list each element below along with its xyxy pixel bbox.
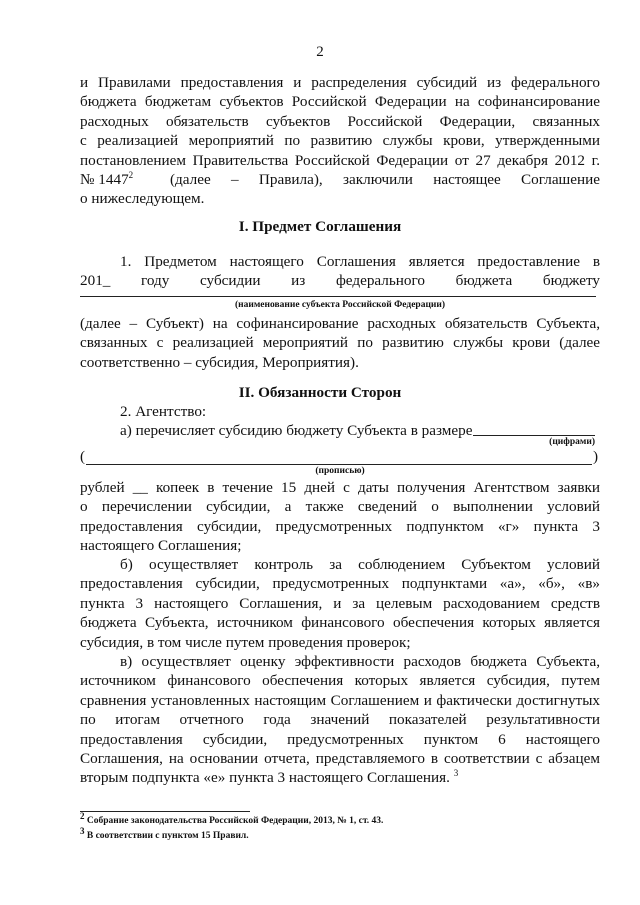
item-a-line: рублей __ копеек в течение 15 дней с даты получения Агентством заявки bbox=[80, 479, 600, 496]
item-v-line: Соглашения, на основании отчета, представляемого в соответствии с абзацем bbox=[80, 750, 600, 768]
intro-line: расходных обязательств субъектов Российской Федерации, связанных bbox=[80, 112, 600, 130]
footnote-ref-2: 2 bbox=[128, 169, 134, 180]
section-1-line: 1. Предметом настоящего Соглашения является предоставление в bbox=[120, 253, 600, 270]
section-1-line: связанных с реализацией мероприятий по развитию службы крови (далее bbox=[80, 334, 600, 352]
item-v-paragraph bbox=[80, 652, 600, 788]
item-v-line: по итогам отчетного года значений показателей результативности bbox=[80, 711, 600, 729]
page-number: 2 bbox=[316, 44, 324, 60]
section-1-heading: I. Предмет Соглашения bbox=[238, 218, 402, 235]
section-1-continuation bbox=[80, 314, 600, 372]
intro-line-6-rest: (далее – Правила), заключили настоящее Соглашение bbox=[170, 171, 600, 189]
subject-name-line bbox=[80, 296, 596, 297]
footnote-text: Собрание законодательства Российской Федерации, 2013, № 1, ст. 43. bbox=[86, 816, 384, 827]
item-v-line: сравнения установленных настоящим Соглашением и фактически достигнутых bbox=[80, 691, 600, 709]
intro-line: и Правилами предоставления и распределения субсидий из федерального bbox=[80, 74, 600, 91]
item-b-line: бюджета Субъекта, источником финансового обеспечения которых является bbox=[80, 614, 600, 632]
intro-line: с реализацией мероприятий по развитию службы крови, утвержденными bbox=[80, 132, 600, 150]
section-1-line: соответственно – субсидия, Мероприятия). bbox=[80, 353, 359, 371]
intro-line: бюджета бюджетам субъектов Российской Федерации на софинансирование bbox=[80, 93, 600, 111]
item-a-line: настоящего Соглашения; bbox=[80, 537, 242, 555]
footnote-ref-3: 3 bbox=[453, 768, 459, 779]
item-v-last-line: вторым подпункта «е» пункта 3 настоящего Соглашения. $^3$ bbox=[80, 768, 459, 787]
amount-words-caption: (прописью) bbox=[315, 466, 365, 476]
item-v-line: предоставления субсидии, предусмотренных пунктом 6 настоящего bbox=[80, 730, 600, 748]
section-2-heading: II. Обязанности Сторон bbox=[238, 384, 402, 401]
subject-name-caption: (наименование субъекта Российской Федерации) bbox=[234, 300, 446, 310]
amount-words-close-paren: ) bbox=[593, 448, 599, 465]
amount-words-line bbox=[86, 464, 592, 465]
footnote-mark: 2 bbox=[80, 811, 85, 821]
decree-number: № 1447$^2$ bbox=[80, 169, 134, 189]
section-1-paragraph bbox=[80, 252, 600, 291]
footnote-text: В соответствии с пунктом 15 Правил. bbox=[86, 831, 249, 842]
footnote-3 bbox=[80, 826, 249, 842]
item-a-paragraph bbox=[80, 478, 600, 556]
item-b-line: субсидия, в том числе путем проведения проверок; bbox=[80, 633, 411, 651]
footnote-mark: 3 bbox=[80, 826, 85, 836]
item-b-line: пункта 3 настоящего Соглашения, и за целевым расходованием средств bbox=[80, 594, 600, 612]
footnote-2 bbox=[80, 811, 384, 827]
section-1-line: (далее – Субъект) на софинансирование расходных обязательств Субъекта, bbox=[80, 315, 600, 332]
footnote-separator bbox=[80, 811, 250, 812]
intro-line: о нижеследующем. bbox=[80, 190, 205, 208]
item-a-line: о перечислении субсидии, а также сведений о выполнении условий bbox=[80, 498, 600, 516]
amount-words-open-paren: ( bbox=[80, 448, 86, 465]
item-b-line: б) осуществляет контроль за соблюдением Субъектом условий bbox=[120, 556, 600, 573]
intro-line: постановлением Правительства Российской Федерации от 27 декабря 2012 г. bbox=[80, 151, 600, 169]
item-b-line: предоставления субсидии, предусмотренных подпунктами «а», «б», «в» bbox=[80, 575, 600, 593]
section-1-line: 201_ году субсидии из федерального бюджета бюджету bbox=[80, 272, 600, 290]
item-a-line: предоставления субсидии, предусмотренных подпунктом «г» пункта 3 bbox=[80, 517, 600, 535]
intro-line-6 bbox=[80, 170, 600, 189]
amount-digits-line bbox=[473, 435, 595, 436]
amount-digits-caption: (цифрами) bbox=[549, 437, 595, 447]
item-b-paragraph bbox=[80, 555, 600, 652]
item-v-line: источником финансового обеспечения которых является субсидия, путем bbox=[80, 672, 600, 690]
agency-label: 2. Агентство: bbox=[120, 403, 207, 420]
item-v-line: в) осуществляет оценку эффективности расходов бюджета Субъекта, bbox=[120, 653, 600, 670]
item-a-first-line: а) перечисляет субсидию бюджету Субъекта в размере bbox=[120, 422, 473, 440]
intro-paragraph bbox=[80, 73, 600, 209]
